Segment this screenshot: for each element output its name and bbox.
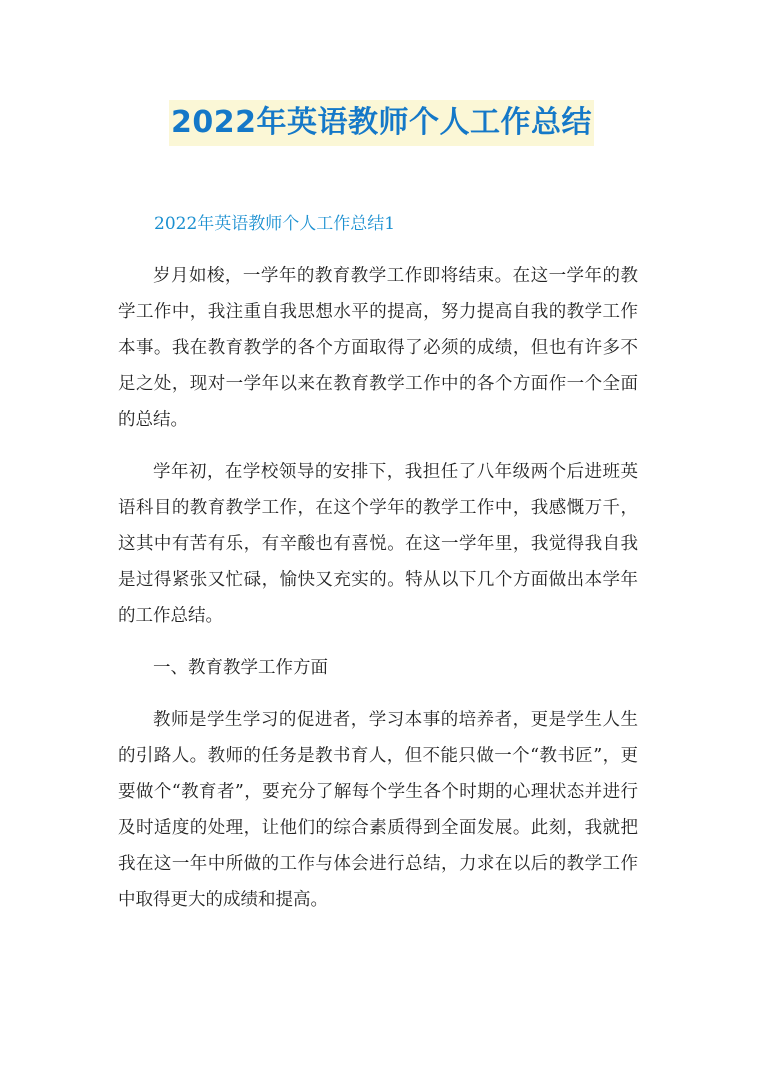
section-subtitle: 2022年英语教师个人工作总结1 — [154, 214, 396, 234]
section-paragraph: 教师是学生学习的促进者，学习本事的培养者，更是学生人生的引路人。教师的任务是教书育人，但不能只做一个“教书匠”，更要做个“教育者”，要充分了解每个学生各个时期的心理状态并进行及时适度的处理，让他们的综合素质得到全面发展。此刻，我就把我在这一年中所做的工作与体会进行总结，力求在以后的教学工作中取得更大的成绩和提高。 — [118, 710, 638, 910]
document-body — [118, 206, 638, 934]
paragraph-2: 学年初，在学校领导的安排下，我担任了八年级两个后进班英语科目的教育教学工作，在这个学年的教学工作中，我感慨万千，这其中有苦有乐，有辛酸也有喜悦。在这一学年里，我觉得我自我是过得紧张又忙碌，愉快又充实的。特从以下几个方面做出本学年的工作总结。 — [118, 462, 638, 626]
section-heading: 一、教育教学工作方面 — [153, 658, 328, 678]
paragraph-1: 岁月如梭，一学年的教育教学工作即将结束。在这一学年的教学工作中，我注重自我思想水平的提高，努力提高自我的教学工作本事。我在教育教学的各个方面取得了必须的成绩，但也有许多不足之处，现对一学年以来在教育教学工作中的各个方面作一个全面的总结。 — [118, 266, 638, 430]
title-container — [0, 100, 763, 146]
document-title: 2022年英语教师个人工作总结 — [169, 100, 594, 146]
